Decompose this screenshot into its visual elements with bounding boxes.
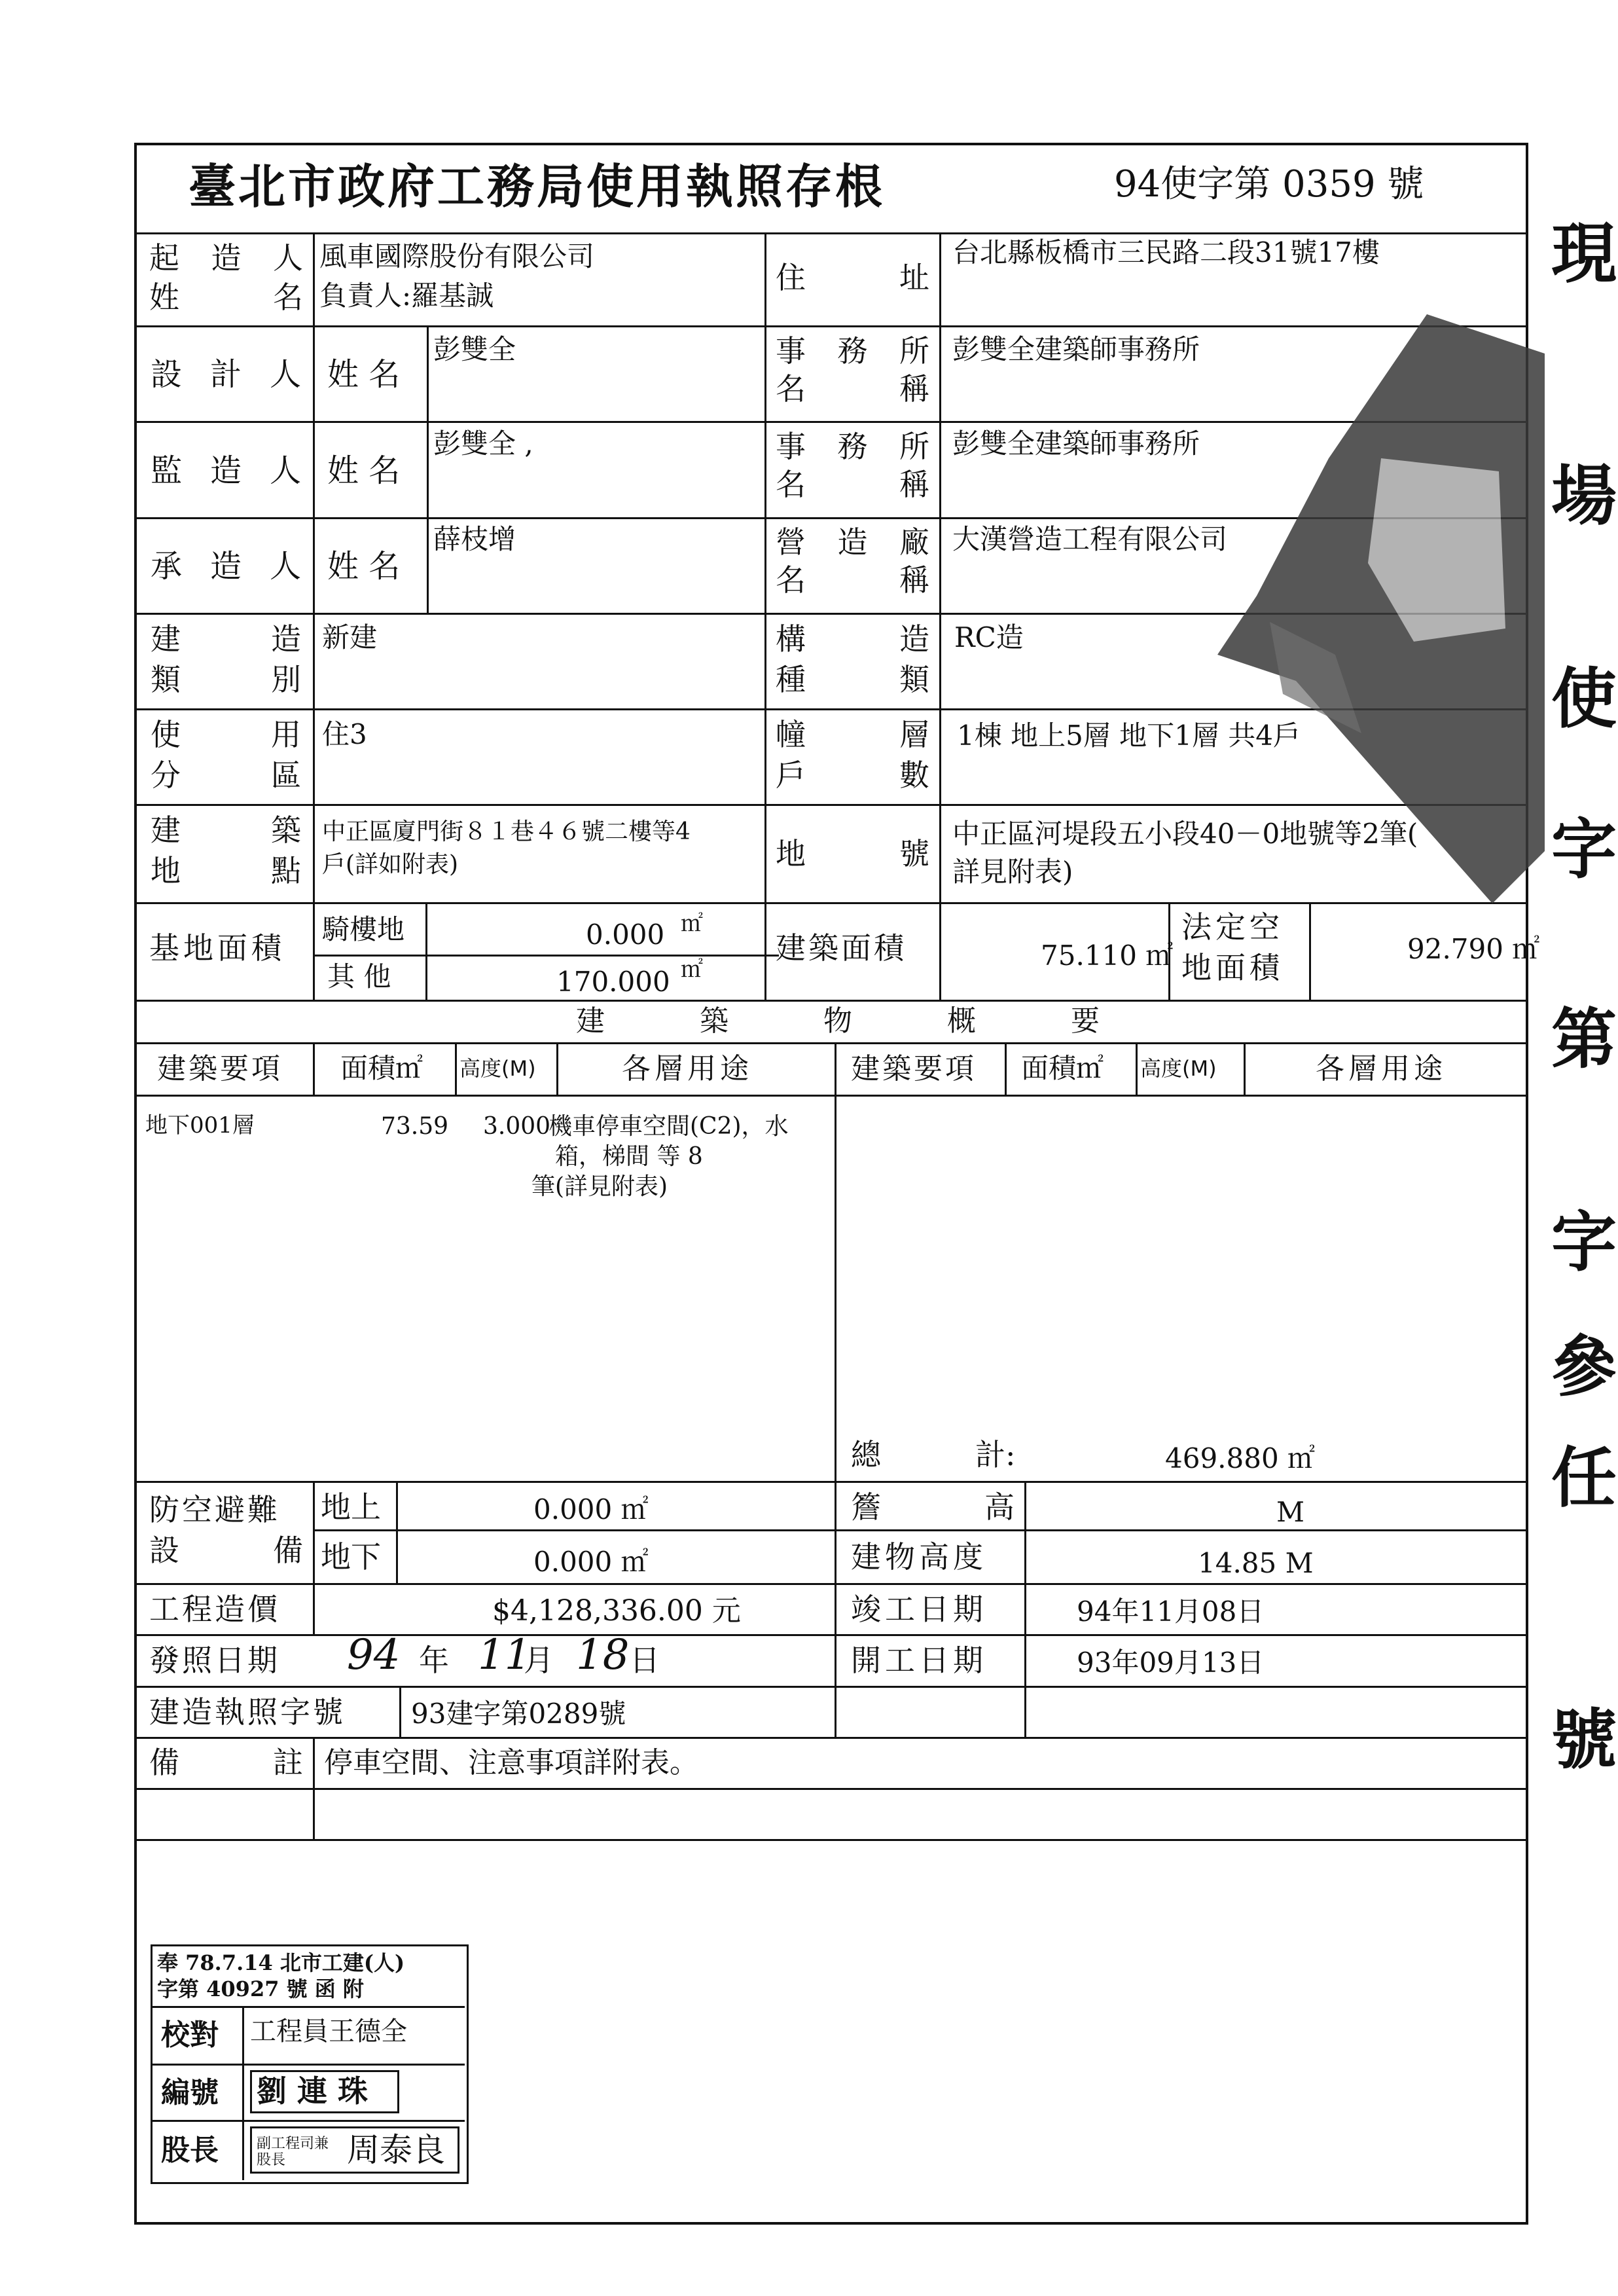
construction-type-label: 建 造 [151, 621, 301, 657]
rule [134, 1000, 1528, 1002]
applicant-name-label: 姓 名 [149, 280, 303, 315]
structure-label-2: 種 類 [776, 662, 929, 697]
zoning-value: 住3 [322, 718, 367, 750]
supervisor-label: 監 造 人 [151, 452, 301, 489]
site-address-2: 戶(詳如附表) [322, 851, 459, 878]
base-area-label: 基地面積 [149, 930, 285, 966]
edge-glyph: 字 [1551, 1203, 1617, 1281]
chief-label: 股長 [161, 2134, 219, 2167]
designer-label: 設 計 人 [151, 356, 301, 393]
arcade-unit: ㎡ [681, 911, 703, 937]
floor-use-2: 箱，梯間 等 8 [555, 1143, 703, 1170]
cost-label: 工程造價 [149, 1592, 280, 1627]
issue-day: 18 [576, 1631, 630, 1679]
floors-value: 1棟 地上5層 地下1層 共4戶 [957, 720, 1301, 752]
shelter-below-label: 地下 [321, 1539, 381, 1575]
rule [313, 232, 315, 1000]
rule [134, 1788, 1528, 1790]
floor-use-3: 筆(詳見附表) [531, 1173, 668, 1200]
number-label: 編號 [161, 2076, 219, 2109]
rule [838, 1529, 1528, 1531]
shelter-below: 0.000 ㎡ [533, 1546, 649, 1578]
edge-glyph: 參 [1551, 1328, 1617, 1405]
issue-month-unit: 月 [524, 1643, 554, 1678]
shelter-above: 0.000 ㎡ [533, 1493, 649, 1525]
col-area-2: 面積㎡ [1021, 1052, 1104, 1084]
edge-glyph: 第 [1551, 1000, 1617, 1078]
designer-office: 彭雙全建築師事務所 [952, 333, 1200, 365]
other-value: 170.000 [556, 966, 670, 998]
arcade-label: 騎樓地 [322, 913, 405, 945]
floor-area: 73.59 [381, 1113, 449, 1140]
rule [134, 1042, 1528, 1044]
number-value: 劉 連 珠 [257, 2073, 369, 2109]
structure-type: RC造 [954, 621, 1024, 653]
contractor-firm-label: 營 造 廠 [776, 524, 929, 560]
shelter-label-2: 設 備 [149, 1533, 303, 1568]
rule [1136, 1042, 1138, 1095]
lot-number-2: 詳見附表) [952, 856, 1073, 888]
rule [399, 1686, 401, 1737]
col-item: 建築要項 [157, 1052, 283, 1085]
shelter-above-label: 地上 [321, 1489, 381, 1525]
applicant-label: 起 造 人 [149, 240, 303, 276]
rule [242, 2006, 244, 2180]
col-item-2: 建築要項 [851, 1052, 977, 1085]
building-area-label: 建築面積 [776, 930, 907, 966]
issue-year: 94 [347, 1631, 401, 1679]
license-label: 建造執照字號 [149, 1694, 346, 1730]
floor-name: 地下001層 [145, 1112, 255, 1139]
contractor-firm: 大漢營造工程有限公司 [952, 523, 1228, 555]
rule [313, 1042, 315, 1095]
rule [1244, 1042, 1246, 1095]
site-address: 中正區廈門街８１巷４６號二樓等4 [322, 818, 691, 845]
chief-title: 副工程司兼股長 [257, 2136, 329, 2169]
supervisor-name: 彭雙全 , [433, 428, 533, 460]
rule [1309, 902, 1311, 1000]
edge-glyph: 現 [1551, 215, 1617, 292]
eave-height: M [1276, 1496, 1305, 1528]
total-label: 總 [851, 1437, 881, 1472]
page-title: 臺北市政府工務局使用執照存根 [189, 158, 886, 214]
designer-name-label: 姓 名 [327, 356, 401, 393]
rule [835, 1042, 836, 1481]
rule [314, 955, 779, 957]
lot-label: 地 號 [776, 836, 929, 871]
contractor-name-label: 姓 名 [327, 548, 401, 585]
col-use: 各層用途 [622, 1052, 753, 1085]
rule [427, 325, 429, 613]
zoning-label-2: 分 區 [151, 757, 301, 793]
start-date-label: 開工日期 [851, 1643, 987, 1678]
rule [134, 1737, 1528, 1739]
designer-name: 彭雙全 [433, 333, 516, 365]
edge-glyph: 字 [1551, 811, 1617, 888]
construction-type: 新建 [322, 621, 378, 653]
edge-glyph: 號 [1551, 1701, 1617, 1778]
permit-number: 94使字第 0359 號 [1114, 163, 1424, 206]
designer-office-label-2: 名 稱 [776, 371, 929, 407]
floor-use: 機車停車空間(C2)，水 [548, 1113, 789, 1140]
supervisor-office: 彭雙全建築師事務所 [952, 428, 1200, 460]
completion-date-label: 竣工日期 [851, 1592, 987, 1627]
arcade-value: 0.000 [586, 919, 665, 951]
open-space-label-2: 地面積 [1181, 950, 1284, 985]
check-label: 校對 [161, 2018, 219, 2052]
eave-label: 簷 高 [851, 1489, 1015, 1525]
ink-stamp-icon [1217, 314, 1545, 903]
rule [455, 1042, 457, 1095]
open-space-label: 法定空 [1181, 909, 1284, 945]
rule [134, 1839, 1528, 1841]
total-area: 469.880 ㎡ [1165, 1442, 1316, 1474]
supervisor-name-label: 姓 名 [327, 452, 401, 489]
remarks-label: 備 註 [149, 1745, 303, 1780]
col-height-2: 高度(M) [1140, 1056, 1217, 1081]
floor-height: 3.000 [483, 1113, 551, 1140]
open-space-area: 92.790 ㎡ [1407, 933, 1540, 965]
building-height: 14.85 M [1198, 1547, 1314, 1579]
rule [134, 1634, 1528, 1636]
remarks-value: 停車空間、注意事項詳附表。 [324, 1746, 698, 1779]
rule [151, 2064, 465, 2066]
issue-date-label: 發照日期 [149, 1643, 280, 1678]
contractor-label: 承 造 人 [151, 548, 301, 585]
rule [1005, 1042, 1007, 1095]
rule [313, 1481, 315, 1635]
cost-value: $4,128,336.00 元 [492, 1594, 741, 1628]
contractor-firm-label-2: 名 稱 [776, 562, 929, 598]
rule [134, 1095, 1528, 1097]
overview-title: 建 築 物 概 要 [576, 1004, 1100, 1038]
rule [425, 902, 427, 1000]
col-use-2: 各層用途 [1316, 1052, 1447, 1085]
building-area: 75.110 ㎡ [1041, 939, 1174, 972]
edge-glyph: 任 [1551, 1439, 1617, 1516]
start-date: 93年09月13日 [1077, 1647, 1265, 1679]
col-area: 面積㎡ [340, 1052, 423, 1084]
rule [939, 232, 941, 1000]
applicant-company: 風車國際股份有限公司 [319, 240, 595, 272]
edge-glyph: 場 [1551, 457, 1617, 534]
rule [151, 2006, 465, 2008]
total-label-2: 計: [975, 1437, 1016, 1472]
rule [134, 1481, 1528, 1483]
rule [835, 1481, 836, 1737]
construction-type-label-2: 類 別 [151, 662, 301, 697]
rule [1024, 1481, 1026, 1737]
completion-date: 94年11月08日 [1077, 1595, 1265, 1628]
designer-office-label: 事 務 所 [776, 333, 929, 369]
rule [764, 232, 766, 1000]
issue-year-unit: 年 [419, 1643, 449, 1678]
rule [134, 232, 1528, 234]
issue-month: 11 [478, 1631, 531, 1679]
stamp-reference-2: 字第 40927 號 函 附 [157, 1977, 364, 2001]
rule [313, 1737, 315, 1839]
check-value: 工程員王德全 [250, 2016, 407, 2047]
site-label: 建 築 [151, 812, 301, 848]
other-label: 其 他 [327, 960, 391, 993]
rule [134, 1583, 1528, 1585]
floors-label-2: 戶 數 [776, 757, 929, 793]
rule [556, 1042, 558, 1095]
zoning-label: 使 用 [151, 717, 301, 752]
col-height: 高度(M) [459, 1056, 536, 1081]
license-number: 93建字第0289號 [411, 1698, 626, 1730]
applicant-address: 台北縣板橋市三民路二段31號17樓 [952, 236, 1380, 268]
stamp-reference: 奉 78.7.14 北市工建(人) [157, 1950, 405, 1975]
edge-glyph: 使 [1551, 660, 1617, 737]
chief-value: 周泰良 [347, 2131, 445, 2169]
rule [151, 2120, 465, 2122]
rule [134, 1686, 1528, 1688]
shelter-label: 防空避難 [149, 1492, 280, 1527]
lot-number: 中正區河堤段五小段40－0地號等2筆( [952, 818, 1418, 850]
rule [314, 1529, 838, 1531]
supervisor-office-label: 事 務 所 [776, 429, 929, 464]
supervisor-office-label-2: 名 稱 [776, 467, 929, 502]
site-label-2: 地 點 [151, 853, 301, 888]
structure-label: 構 造 [776, 621, 929, 657]
building-height-label: 建物高度 [851, 1539, 987, 1575]
issue-day-unit: 日 [630, 1643, 660, 1678]
other-unit: ㎡ [681, 957, 703, 983]
rule [396, 1481, 398, 1583]
address-label: 住 址 [776, 260, 929, 295]
contractor-name: 薛枝增 [433, 523, 516, 555]
floors-label: 幢 層 [776, 717, 929, 752]
applicant-representative: 負責人:羅基誠 [319, 280, 494, 312]
